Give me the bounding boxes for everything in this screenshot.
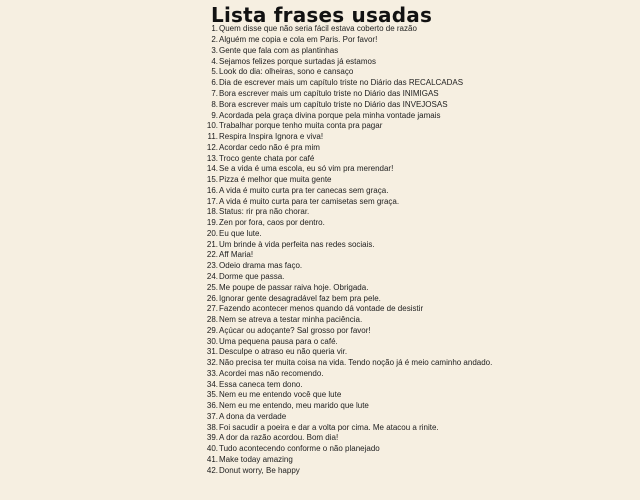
item-number: 9. (211, 110, 218, 120)
list-item (202, 142, 632, 153)
item-number: 17. (206, 196, 218, 206)
item-text: Trabalhar porque tenho muita conta pra pagar (219, 121, 383, 131)
item-number: 32. (206, 358, 218, 368)
item-text: Açúcar ou adoçante? Sal grosso por favor! (219, 325, 371, 335)
item-number: 23. (206, 261, 218, 271)
list-item (202, 315, 632, 326)
list-item (202, 412, 632, 423)
list-item (202, 153, 632, 164)
item-number: 5. (211, 67, 218, 77)
list-item (202, 185, 632, 196)
list-item (202, 261, 632, 272)
list-item (202, 422, 632, 433)
list-item (202, 465, 632, 476)
list-item (202, 229, 632, 240)
item-text: Dia de escrever mais um capítulo triste no Diário das RECALCADAS (219, 78, 464, 88)
item-text: Nem eu me entendo você que lute (219, 390, 342, 400)
list-item (202, 89, 632, 100)
item-text: Fazendo acontecer menos quando dá vontade de desistir (219, 304, 424, 314)
page-title: Lista frases usadas (211, 3, 433, 27)
item-text: Acordada pela graça divina porque pela minha vontade jamais (219, 110, 441, 120)
item-text: Gente que fala com as plantinhas (219, 45, 339, 55)
item-number: 41. (206, 455, 218, 464)
item-number: 18. (206, 207, 218, 217)
item-number: 20. (206, 228, 218, 238)
list-item (202, 35, 632, 46)
list-item (202, 196, 632, 207)
item-number: 24. (206, 271, 218, 281)
item-text: Eu que lute. (219, 228, 262, 238)
item-number: 40. (206, 444, 218, 454)
item-text: A vida é muito curta pra ter canecas sem graça. (219, 185, 389, 195)
item-text: Me poupe de passar raiva hoje. Obrigada. (219, 282, 369, 292)
list-item (202, 132, 632, 143)
item-number: 42. (206, 465, 218, 475)
list-item (202, 250, 632, 261)
list-item (202, 272, 632, 283)
item-text: Ignorar gente desagradável faz bem pra pele. (219, 293, 381, 303)
list-item (202, 67, 632, 78)
item-text: Essa caneca tem dono. (219, 379, 303, 389)
item-text: Respira Inspira Ignora e viva! (219, 132, 324, 142)
item-text: Tudo acontecendo conforme o não planejado (219, 444, 380, 454)
list-item (202, 433, 632, 444)
item-number: 27. (206, 304, 218, 314)
item-text: Foi sacudir a poeira e dar a volta por cima. Me atacou a rinite. (219, 422, 439, 432)
item-text: A dona da verdade (219, 411, 287, 421)
item-text: Acordar cedo não é pra mim (219, 142, 320, 152)
list-item (202, 390, 632, 401)
phrase-list (202, 24, 632, 476)
item-number: 25. (206, 282, 218, 292)
item-number: 1. (211, 24, 218, 34)
item-text: Se a vida é uma escola, eu só vim pra merendar! (219, 164, 394, 174)
item-number: 21. (206, 239, 218, 249)
item-text: Bora escrever mais um capítulo triste no Diário das INVEJOSAS (219, 99, 448, 109)
list-item (202, 78, 632, 89)
item-number: 11. (207, 132, 218, 142)
item-text: Odeio drama mas faço. (219, 261, 303, 271)
list-item (202, 56, 632, 67)
list-item (202, 347, 632, 358)
list-item (202, 207, 632, 218)
item-number: 2. (211, 35, 218, 45)
item-text: Quem disse que não seria fácil estava coberto de razão (219, 24, 417, 34)
item-number: 14. (206, 164, 218, 174)
list-item (202, 336, 632, 347)
list-item (202, 455, 632, 466)
item-number: 15. (206, 175, 218, 185)
item-text: Zen por fora, caos por dentro. (219, 218, 325, 228)
item-text: Donut worry, Be happy (219, 465, 300, 475)
item-text: Acordei mas não recomendo. (219, 368, 324, 378)
item-number: 6. (211, 78, 218, 88)
item-number: 34. (206, 379, 218, 389)
item-number: 10. (206, 121, 218, 131)
item-number: 30. (206, 336, 218, 346)
item-number: 7. (211, 88, 218, 98)
list-item (202, 164, 632, 175)
item-number: 3. (211, 45, 218, 55)
item-number: 16. (206, 185, 218, 195)
item-text: Desculpe o atraso eu não queria vir. (219, 347, 348, 357)
list-item (202, 121, 632, 132)
list-item (202, 304, 632, 315)
list-item (202, 239, 632, 250)
item-text: Dorme que passa. (219, 271, 285, 281)
item-text: A vida é muito curta para ter camisetas sem graça. (219, 196, 400, 206)
list-item (202, 401, 632, 412)
item-text: Aff Maria! (219, 250, 254, 260)
item-text: Troco gente chata por café (219, 153, 315, 163)
list-item (202, 358, 632, 369)
item-number: 4. (211, 56, 218, 66)
list-item (202, 444, 632, 455)
item-text: Não precisa ter muita coisa na vida. Tendo noção já é meio caminho andado. (219, 358, 493, 368)
item-number: 26. (206, 293, 218, 303)
item-number: 19. (206, 218, 218, 228)
item-text: Nem se atreva a testar minha paciência. (219, 315, 363, 325)
item-text: Bora escrever mais um capítulo triste no Diário das INIMIGAS (219, 88, 439, 98)
item-number: 12. (206, 142, 218, 152)
item-number: 8. (211, 99, 218, 109)
item-text: Alguém me copia e cola em Paris. Por favor! (219, 35, 378, 45)
item-text: A dor da razão acordou. Bom dia! (219, 433, 339, 443)
list-item (202, 379, 632, 390)
item-number: 39. (206, 433, 218, 443)
list-item (202, 369, 632, 380)
item-text: Status: rir pra não chorar. (219, 207, 310, 217)
item-number: 38. (206, 422, 218, 432)
list-item (202, 175, 632, 186)
item-text: Look do dia: olheiras, sono e cansaço (219, 67, 354, 77)
list-item (202, 218, 632, 229)
item-number: 29. (206, 325, 218, 335)
item-text: Um brinde à vida perfeita nas redes sociais. (219, 239, 375, 249)
item-number: 28. (206, 315, 218, 325)
item-text: Make today amazing (219, 455, 293, 464)
list-item (202, 46, 632, 57)
item-text: Uma pequena pausa para o café. (219, 336, 338, 346)
list-item (202, 325, 632, 336)
item-number: 13. (206, 153, 218, 163)
item-number: 33. (206, 368, 218, 378)
list-item (202, 282, 632, 293)
item-text: Nem eu me entendo, meu marido que lute (219, 401, 369, 411)
list-item (202, 293, 632, 304)
item-text: Pizza é melhor que muita gente (219, 175, 332, 185)
list-item (202, 110, 632, 121)
item-number: 22. (206, 250, 218, 260)
item-text: Sejamos felizes porque surtadas já estamos (219, 56, 376, 66)
list-item (202, 99, 632, 110)
item-number: 35. (206, 390, 218, 400)
item-number: 37. (206, 411, 218, 421)
list-item (202, 24, 632, 35)
item-number: 36. (206, 401, 218, 411)
item-number: 31. (206, 347, 218, 357)
